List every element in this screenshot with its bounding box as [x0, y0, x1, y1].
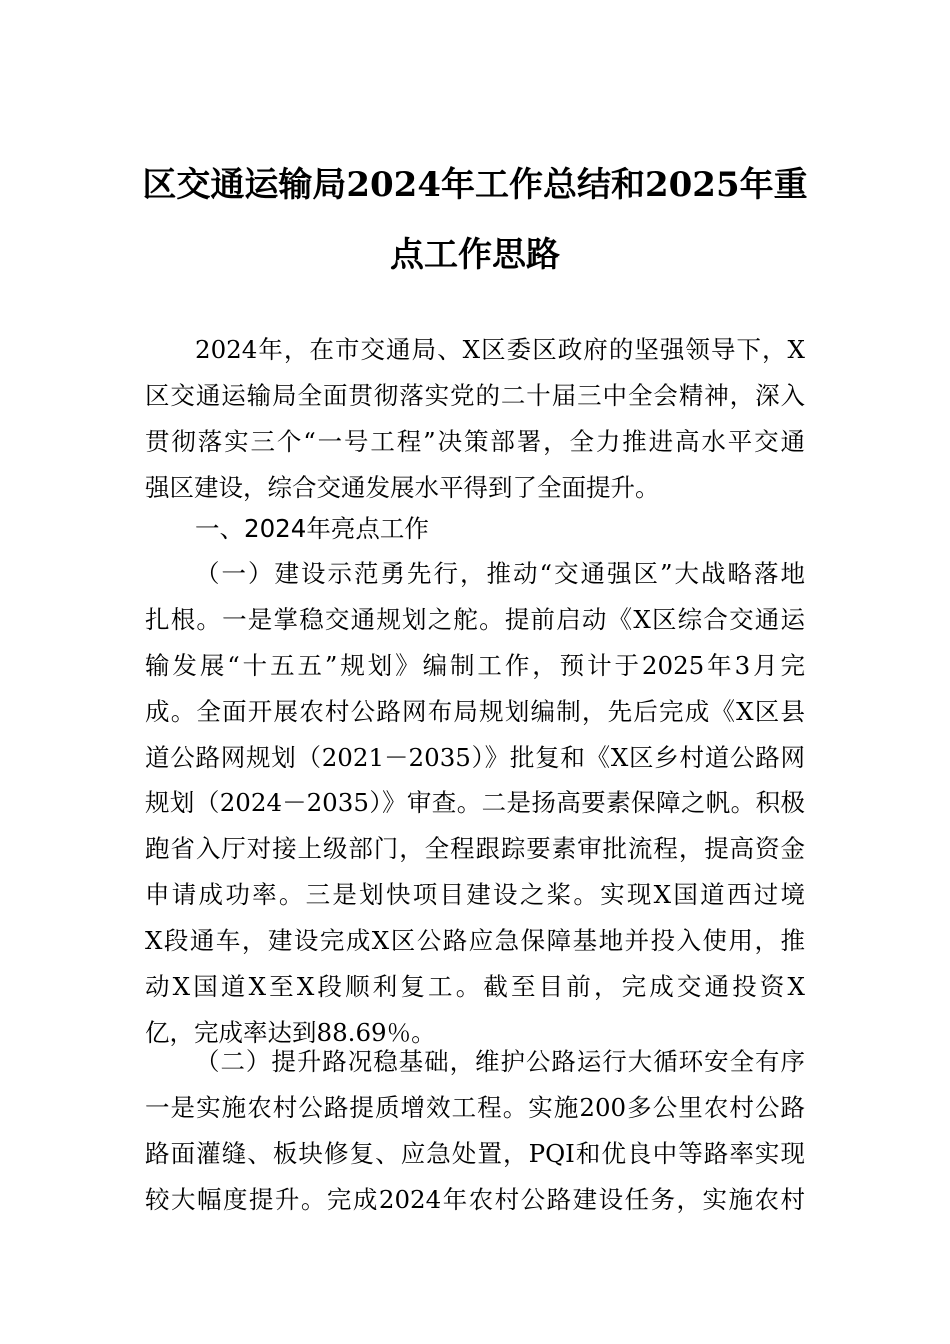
text-line: 跑省入厅对接上级部门，全程跟踪要素审批流程，提高资金 — [145, 834, 805, 864]
section-heading: 一、2024年亮点工作 — [195, 514, 429, 543]
title-line: 点工作思路 — [390, 235, 560, 275]
intro-paragraph — [145, 327, 805, 511]
text-line: 动X国道X至X段顺利复工。截至目前，完成交通投资X — [145, 972, 805, 1002]
text-line: 规划（2024－2035）》审查。二是扬高要素保障之帆。积极 — [145, 788, 805, 818]
text-line: 一是实施农村公路提质增效工程。实施200多公里农村公路 — [145, 1092, 805, 1122]
text-line: 贯彻落实三个“一号工程”决策部署，全力推进高水平交通 — [145, 426, 805, 456]
document-title — [100, 150, 850, 290]
section-1-2-paragraph — [145, 1039, 805, 1223]
text-line: 2024年，在市交通局、X区委区政府的坚强领导下，X — [195, 335, 805, 364]
text-line: 区交通运输局全面贯彻落实党的二十届三中全会精神，深入 — [145, 380, 805, 410]
text-line: 申请成功率。三是划快项目建设之桨。实现X国道西过境 — [145, 880, 805, 910]
text-line: 强区建设，综合交通发展水平得到了全面提升。 — [145, 472, 660, 502]
text-line: 亿，完成率达到88.69％。 — [145, 1017, 436, 1047]
text-line: （二）提升路况稳基础，维护公路运行大循环安全有序 — [195, 1047, 805, 1076]
text-line: 成。全面开展农村公路网布局规划编制，先后完成《X区县 — [145, 696, 805, 726]
text-line: （一）建设示范勇先行，推动“交通强区”大战略落地 — [195, 559, 805, 588]
section-1-1-paragraph — [145, 551, 805, 1056]
text-line: 扎根。一是掌稳交通规划之舵。提前启动《X区综合交通运 — [145, 604, 805, 634]
title-line: 区交通运输局2024年工作总结和2025年重 — [142, 165, 808, 205]
text-line: 输发展“十五五”规划》编制工作，预计于2025年3月完 — [145, 650, 805, 680]
text-line: 路面灌缝、板块修复、应急处置，PQI和优良中等路率实现 — [145, 1138, 805, 1168]
text-line: X段通车，建设完成X区公路应急保障基地并投入使用，推 — [145, 926, 805, 956]
text-line: 较大幅度提升。完成2024年农村公路建设任务，实施农村 — [145, 1184, 805, 1214]
text-line: 道公路网规划（2021－2035）》批复和《X区乡村道公路网 — [145, 742, 805, 772]
